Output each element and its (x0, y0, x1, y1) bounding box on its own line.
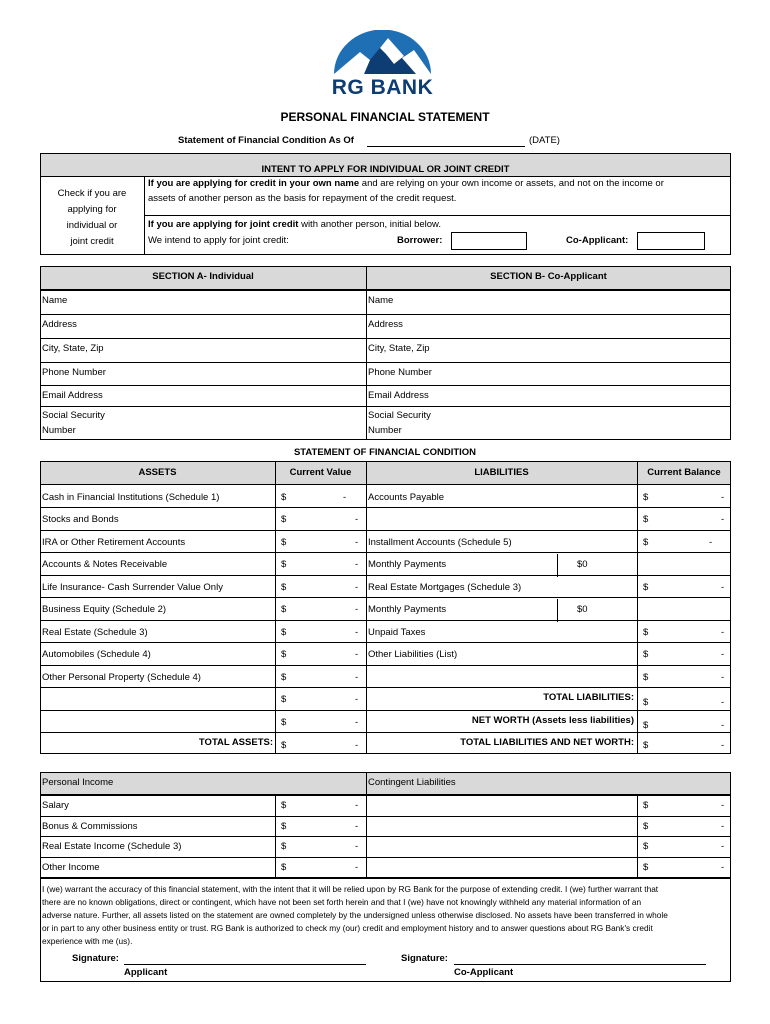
liability-dash: - (721, 582, 725, 593)
warranty-line: adverse nature. Further, all assets listed on the statement are owned completely by the undersigned unless otherwise disclosed. No assets have been transferred in whole (42, 910, 668, 920)
income-label: Bonus & Commissions (42, 821, 138, 832)
liability-total-label: TOTAL LIABILITIES: (543, 692, 634, 703)
contingent-dash: - (721, 841, 725, 852)
liabilities-header: LIABILITIES (474, 467, 529, 478)
assets-header: ASSETS (138, 467, 177, 478)
applicant-signature-line[interactable] (124, 964, 366, 965)
monthly-payment-value[interactable]: $0 (577, 559, 588, 570)
income-currency[interactable]: $ (281, 800, 287, 811)
asset-currency[interactable]: $ (281, 672, 287, 683)
ssn-line: Number (42, 425, 76, 436)
warranty-line: experience with me (us). (42, 936, 133, 946)
total-liab-networth-label: TOTAL LIABILITIES AND NET WORTH: (460, 737, 634, 748)
ssn-line: Social Security (42, 410, 105, 421)
applicant-label: Applicant (124, 967, 168, 978)
section-a-ssn[interactable] (42, 408, 105, 438)
contingent-dash: - (721, 800, 725, 811)
asset-label: Accounts & Notes Receivable (42, 559, 168, 570)
col-divider (557, 599, 558, 622)
section-b-field[interactable]: Name (368, 295, 394, 306)
contingent-currency[interactable]: $ (643, 800, 649, 811)
current-value-header: Current Value (289, 467, 352, 478)
row-line (40, 314, 731, 315)
income-label: Other Income (42, 862, 100, 873)
borrower-initial-box[interactable] (451, 232, 527, 250)
statement-title: STATEMENT OF FINANCIAL CONDITION (293, 447, 477, 458)
asset-label: Cash in Financial Institutions (Schedule 1) (42, 492, 220, 503)
check-text-line: individual or (66, 220, 118, 231)
liability-dash: - (721, 492, 725, 503)
section-a-field[interactable]: City, State, Zip (42, 343, 104, 354)
liability-currency[interactable]: $ (643, 582, 649, 593)
contingent-currency[interactable]: $ (643, 821, 649, 832)
check-text (40, 186, 144, 250)
liability-currency[interactable]: $ (643, 697, 649, 708)
asset-currency[interactable]: $ (281, 604, 287, 615)
liability-dash: - (709, 537, 713, 548)
condition-as-of-label: Statement of Financial Condition As Of (178, 135, 354, 146)
check-text-line: applying for (67, 204, 117, 215)
ssn-line: Social Security (368, 410, 431, 421)
coapplicant-signature-line[interactable] (454, 964, 706, 965)
asset-currency[interactable]: $ (281, 559, 287, 570)
asset-label: Real Estate (Schedule 3) (42, 627, 148, 638)
row-line (40, 507, 731, 508)
intent-row-divider (144, 215, 731, 216)
section-a-title: SECTION A- Individual (152, 271, 254, 282)
section-b-field[interactable]: City, State, Zip (368, 343, 430, 354)
row-line (40, 836, 731, 837)
individual-line2: assets of another person as the basis for repayment of the credit request. (148, 193, 457, 204)
joint-line2: We intend to apply for joint credit: (148, 235, 289, 246)
liability-currency[interactable]: $ (643, 537, 649, 548)
contingent-dash: - (721, 862, 725, 873)
liability-label: Monthly Payments (368, 604, 447, 615)
intent-header: INTENT TO APPLY FOR INDIVIDUAL OR JOINT CREDIT (261, 164, 510, 175)
row-line (40, 552, 731, 553)
liability-dash: - (721, 627, 725, 638)
warranty-line: I (we) warrant the accuracy of this financial statement, with the intent that it will be relied upon by RG Bank for the purpose of extending credit. I (we) further warrant that (42, 884, 659, 894)
asset-label: Automobiles (Schedule 4) (42, 649, 151, 660)
asset-dash: - (355, 627, 359, 638)
asset-dash: - (355, 514, 359, 525)
row-line (40, 362, 731, 363)
contingent-liabilities-header: Contingent Liabilities (368, 777, 456, 788)
income-currency[interactable]: $ (281, 862, 287, 873)
row-line (40, 710, 731, 711)
asset-label: Stocks and Bonds (42, 514, 119, 525)
joint-bold: If you are applying for joint credit (148, 219, 299, 230)
income-dash: - (355, 862, 359, 873)
current-balance-header: Current Balance (647, 467, 721, 478)
income-currency[interactable]: $ (281, 821, 287, 832)
asset-currency[interactable]: $ (281, 694, 287, 705)
asset-currency[interactable]: $ (281, 649, 287, 660)
individual-credit-text (148, 178, 664, 190)
income-label: Salary (42, 800, 69, 811)
income-dash: - (355, 821, 359, 832)
liability-total-label: NET WORTH (Assets less liabilities) (471, 715, 634, 726)
asset-dash: - (355, 582, 359, 593)
section-b-title: SECTION B- Co-Applicant (490, 271, 607, 282)
row-line (40, 620, 731, 621)
contingent-currency[interactable]: $ (643, 841, 649, 852)
date-field-line[interactable] (367, 146, 525, 147)
row-line (40, 290, 731, 291)
liability-dash: - (721, 672, 725, 683)
asset-currency[interactable]: $ (281, 627, 287, 638)
contingent-dash: - (721, 821, 725, 832)
liability-currency[interactable]: $ (643, 720, 649, 731)
personal-income-header: Personal Income (42, 777, 114, 788)
liability-currency[interactable]: $ (643, 492, 649, 503)
row-line (40, 816, 731, 817)
income-currency[interactable]: $ (281, 841, 287, 852)
row-line (40, 575, 731, 576)
sections-divider (366, 266, 367, 440)
warranty-text (42, 883, 730, 948)
individual-rest: and are relying on your own income or assets, and not on the income or (359, 178, 664, 189)
asset-label: Business Equity (Schedule 2) (42, 604, 167, 615)
income-dash: - (355, 841, 359, 852)
liability-dash: - (721, 514, 725, 525)
asset-dash: - (355, 672, 359, 683)
section-b-field[interactable]: Email Address (368, 390, 429, 401)
joint-rest: with another person, initial below. (298, 219, 442, 230)
asset-dash: - (343, 492, 347, 503)
liability-dash: - (721, 697, 725, 708)
liability-dash: - (721, 649, 725, 660)
liability-label: Real Estate Mortgages (Schedule 3) (368, 582, 522, 593)
total-liab-networth-currency: $ (643, 740, 649, 751)
income-col-divider (366, 772, 367, 878)
liability-label: Accounts Payable (368, 492, 445, 503)
check-text-line: joint credit (70, 236, 114, 247)
applicant-signature-label: Signature: (72, 953, 119, 964)
ssn-line: Number (368, 425, 402, 436)
liability-currency[interactable]: $ (643, 649, 649, 660)
liability-label: Unpaid Taxes (368, 627, 426, 638)
row-line (40, 406, 731, 407)
logo-text: RG BANK (331, 76, 434, 99)
warranty-line: or in part to any other business entity or trust. RG Bank is authorized to check my (our) credit and employment history and to answer questions about RG Bank's credit (42, 923, 653, 933)
liability-dash: - (721, 720, 725, 731)
section-b-field[interactable]: Phone Number (368, 367, 432, 378)
individual-bold: If you are applying for credit in your own name (148, 178, 360, 189)
row-line (40, 338, 731, 339)
check-text-line: Check if you are (57, 188, 127, 199)
row-line (40, 642, 731, 643)
monthly-payment-value[interactable]: $0 (577, 604, 588, 615)
date-label: (DATE) (529, 135, 560, 146)
row-line (40, 857, 731, 858)
liability-currency[interactable]: $ (643, 672, 649, 683)
contingent-currency[interactable]: $ (643, 862, 649, 873)
coapplicant-sig-label: Co-Applicant (454, 967, 514, 978)
row-line (40, 665, 731, 666)
total-assets-dash: - (355, 740, 359, 751)
income-label: Real Estate Income (Schedule 3) (42, 841, 182, 852)
asset-dash: - (355, 694, 359, 705)
asset-label: IRA or Other Retirement Accounts (42, 537, 186, 548)
asset-dash: - (355, 559, 359, 570)
total-liab-networth-dash: - (721, 740, 725, 751)
row-line (40, 795, 731, 796)
page-title: PERSONAL FINANCIAL STATEMENT (280, 110, 490, 124)
asset-currency[interactable]: $ (281, 537, 287, 548)
asset-dash: - (355, 649, 359, 660)
total-assets-label: TOTAL ASSETS: (198, 737, 273, 748)
row-line (40, 687, 731, 688)
asset-currency[interactable]: $ (281, 582, 287, 593)
section-b-ssn[interactable] (368, 408, 431, 438)
liability-currency[interactable]: $ (643, 627, 649, 638)
liability-label: Monthly Payments (368, 559, 447, 570)
income-dash: - (355, 800, 359, 811)
total-assets-currency: $ (281, 740, 287, 751)
col-divider (557, 554, 558, 577)
asset-label: Other Personal Property (Schedule 4) (42, 672, 201, 683)
liability-label: Other Liabilities (List) (368, 649, 458, 660)
asset-dash: - (355, 717, 359, 728)
section-a-field[interactable]: Name (42, 295, 68, 306)
warranty-line: there are no known obligations, direct or contingent, which have not been set forth herein and that I (we) have not knowingly withheld any material information of an (42, 897, 642, 907)
row-line (40, 530, 731, 531)
rg-bank-logo (320, 30, 445, 102)
coapplicant-signature-label: Signature: (401, 953, 448, 964)
asset-dash: - (355, 604, 359, 615)
row-line (40, 385, 731, 386)
asset-currency[interactable]: $ (281, 717, 287, 728)
coapplicant-initial-box[interactable] (637, 232, 705, 250)
borrower-label: Borrower: (397, 235, 443, 246)
section-a-field[interactable]: Address (42, 319, 77, 330)
asset-label: Life Insurance- Cash Surrender Value Only (42, 582, 223, 593)
section-a-field[interactable]: Phone Number (42, 367, 106, 378)
row-line (40, 597, 731, 598)
coapplicant-label: Co-Applicant: (566, 235, 629, 246)
asset-currency[interactable]: $ (281, 514, 287, 525)
asset-currency[interactable]: $ (281, 492, 287, 503)
liability-currency[interactable]: $ (643, 514, 649, 525)
section-a-field[interactable]: Email Address (42, 390, 103, 401)
section-b-field[interactable]: Address (368, 319, 403, 330)
asset-dash: - (355, 537, 359, 548)
liability-label: Installment Accounts (Schedule 5) (368, 537, 512, 548)
row-line (40, 732, 731, 733)
joint-credit-text (148, 219, 441, 231)
